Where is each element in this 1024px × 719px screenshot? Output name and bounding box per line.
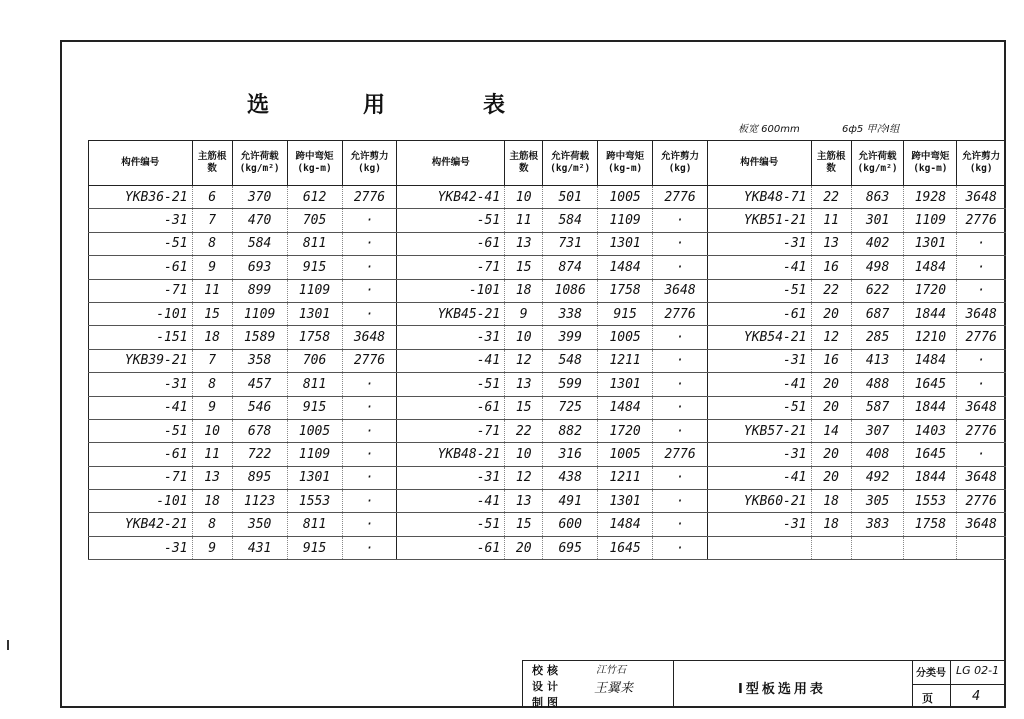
allowable-shear: 3648	[653, 279, 708, 302]
component-code: -31	[89, 373, 193, 396]
bar-count: 9	[192, 536, 232, 559]
bar-count: 9	[192, 396, 232, 419]
table-row	[89, 302, 1006, 325]
component-code: -31	[397, 326, 505, 349]
allowable-load: 307	[851, 419, 904, 442]
component-code: -51	[397, 513, 505, 536]
allowable-shear: ·	[342, 419, 397, 442]
midspan-moment	[904, 536, 957, 559]
allowable-shear: ·	[653, 419, 708, 442]
component-code: -31	[707, 443, 811, 466]
allowable-shear: 3648	[957, 466, 1006, 489]
allowable-shear: ·	[653, 256, 708, 279]
component-code: YKB51-21	[707, 209, 811, 232]
bar-count: 7	[192, 349, 232, 372]
allowable-load: 383	[851, 513, 904, 536]
bar-count: 12	[505, 349, 543, 372]
component-code: YKB39-21	[89, 349, 193, 372]
allowable-shear: ·	[957, 232, 1006, 255]
allowable-shear: ·	[342, 256, 397, 279]
header-bars: 主筋根数	[192, 141, 232, 186]
set-label: 分类号	[916, 668, 946, 679]
bar-count: 18	[192, 490, 232, 513]
allowable-load: 413	[851, 349, 904, 372]
allowable-load: 1123	[232, 490, 287, 513]
midspan-moment: 1301	[904, 232, 957, 255]
allowable-shear: ·	[653, 396, 708, 419]
component-code: -101	[89, 490, 193, 513]
bar-count: 8	[192, 232, 232, 255]
component-code: -71	[397, 419, 505, 442]
plate-width-note: 板宽 600mm	[738, 124, 800, 135]
midspan-moment: 1484	[904, 349, 957, 372]
bar-count: 22	[811, 279, 851, 302]
component-code: -61	[707, 302, 811, 325]
allowable-load: 693	[232, 256, 287, 279]
midspan-moment: 1109	[287, 279, 342, 302]
allowable-load: 470	[232, 209, 287, 232]
bar-count: 18	[811, 513, 851, 536]
component-code: -71	[89, 466, 193, 489]
midspan-moment: 1211	[598, 466, 653, 489]
drawing-title: Ⅰ型板选用表	[738, 682, 826, 697]
component-code: YKB48-71	[707, 186, 811, 209]
table-row	[89, 232, 1006, 255]
bar-count: 20	[505, 536, 543, 559]
title-char-2: 用	[363, 92, 386, 118]
allowable-shear: 3648	[957, 396, 1006, 419]
allowable-shear: 3648	[957, 513, 1006, 536]
allowable-load: 457	[232, 373, 287, 396]
component-code: -101	[89, 302, 193, 325]
allowable-load: 882	[543, 419, 598, 442]
header-shear: 允许剪力 (kg)	[653, 141, 708, 186]
component-code: -51	[89, 419, 193, 442]
allowable-shear: ·	[342, 396, 397, 419]
allowable-load: 725	[543, 396, 598, 419]
allowable-load: 587	[851, 396, 904, 419]
midspan-moment: 1484	[598, 513, 653, 536]
midspan-moment: 1484	[904, 256, 957, 279]
allowable-load: 599	[543, 373, 598, 396]
component-code: -41	[707, 256, 811, 279]
allowable-shear: ·	[653, 490, 708, 513]
allowable-shear: 2776	[957, 326, 1006, 349]
allowable-shear: 2776	[342, 349, 397, 372]
allowable-shear: ·	[342, 443, 397, 466]
allowable-load: 687	[851, 302, 904, 325]
component-code: -41	[89, 396, 193, 419]
allowable-load: 874	[543, 256, 598, 279]
midspan-moment: 1301	[598, 490, 653, 513]
allowable-load: 350	[232, 513, 287, 536]
allowable-shear: ·	[653, 209, 708, 232]
allowable-load: 285	[851, 326, 904, 349]
bar-count: 20	[811, 302, 851, 325]
component-code: YKB36-21	[89, 186, 193, 209]
title-block-divider	[950, 660, 951, 708]
midspan-moment: 811	[287, 373, 342, 396]
allowable-load: 305	[851, 490, 904, 513]
midspan-moment: 1005	[598, 326, 653, 349]
component-code: -71	[89, 279, 193, 302]
allowable-load: 863	[851, 186, 904, 209]
bar-count: 20	[811, 443, 851, 466]
component-code: -41	[397, 349, 505, 372]
title-char-1: 选	[247, 92, 270, 118]
component-code: -41	[397, 490, 505, 513]
table-row	[89, 373, 1006, 396]
allowable-load: 408	[851, 443, 904, 466]
midspan-moment: 1109	[598, 209, 653, 232]
allowable-load: 498	[851, 256, 904, 279]
bar-count: 11	[192, 443, 232, 466]
midspan-moment: 612	[287, 186, 342, 209]
component-code: -51	[707, 396, 811, 419]
bar-count: 18	[192, 326, 232, 349]
allowable-shear: ·	[342, 373, 397, 396]
header-code: 构件编号	[397, 141, 505, 186]
check-signature: 江竹石	[596, 665, 626, 676]
component-code: YKB57-21	[707, 419, 811, 442]
midspan-moment: 1484	[598, 256, 653, 279]
allowable-load: 338	[543, 302, 598, 325]
midspan-moment: 1553	[287, 490, 342, 513]
midspan-moment: 1301	[287, 466, 342, 489]
bar-count: 10	[505, 186, 543, 209]
allowable-shear: ·	[342, 302, 397, 325]
component-code: -51	[89, 232, 193, 255]
bar-count: 9	[505, 302, 543, 325]
bar-count: 9	[192, 256, 232, 279]
component-code: -31	[707, 232, 811, 255]
header-load: 允许荷载 (kg/m²)	[851, 141, 904, 186]
header-bars: 主筋根数	[811, 141, 851, 186]
bar-count: 12	[811, 326, 851, 349]
component-code	[707, 536, 811, 559]
allowable-load: 316	[543, 443, 598, 466]
bar-count: 20	[811, 396, 851, 419]
allowable-load: 301	[851, 209, 904, 232]
allowable-load: 1086	[543, 279, 598, 302]
allowable-shear: ·	[342, 513, 397, 536]
midspan-moment: 1645	[598, 536, 653, 559]
midspan-moment: 1758	[904, 513, 957, 536]
allowable-load: 491	[543, 490, 598, 513]
component-code: YKB54-21	[707, 326, 811, 349]
bar-count: 18	[811, 490, 851, 513]
design-label: 设计	[532, 680, 562, 693]
midspan-moment: 915	[598, 302, 653, 325]
bar-count: 13	[192, 466, 232, 489]
allowable-shear: 2776	[653, 186, 708, 209]
midspan-moment: 1928	[904, 186, 957, 209]
component-code: YKB42-21	[89, 513, 193, 536]
component-code: -51	[397, 373, 505, 396]
table-row	[89, 419, 1006, 442]
midspan-moment: 1005	[287, 419, 342, 442]
bar-count	[811, 536, 851, 559]
bar-count: 13	[505, 373, 543, 396]
component-code: -41	[707, 466, 811, 489]
allowable-shear: ·	[957, 256, 1006, 279]
allowable-load: 501	[543, 186, 598, 209]
allowable-load: 731	[543, 232, 598, 255]
bar-count: 6	[192, 186, 232, 209]
allowable-shear: 2776	[653, 443, 708, 466]
allowable-load: 402	[851, 232, 904, 255]
midspan-moment: 1301	[287, 302, 342, 325]
component-code: YKB45-21	[397, 302, 505, 325]
allowable-shear: ·	[653, 232, 708, 255]
component-code: YKB42-41	[397, 186, 505, 209]
bar-count: 22	[505, 419, 543, 442]
title-char-3: 表	[483, 92, 506, 118]
component-code: -71	[397, 256, 505, 279]
allowable-shear: 3648	[957, 302, 1006, 325]
allowable-shear: 2776	[957, 490, 1006, 513]
midspan-moment: 1211	[598, 349, 653, 372]
midspan-moment: 915	[287, 256, 342, 279]
allowable-load: 358	[232, 349, 287, 372]
allowable-load	[851, 536, 904, 559]
allowable-shear: ·	[342, 209, 397, 232]
allowable-shear: ·	[342, 279, 397, 302]
allowable-load: 899	[232, 279, 287, 302]
table-row	[89, 396, 1006, 419]
allowable-shear: ·	[957, 349, 1006, 372]
allowable-shear: ·	[342, 466, 397, 489]
midspan-moment: 1720	[904, 279, 957, 302]
component-code: YKB60-21	[707, 490, 811, 513]
header-moment: 跨中弯矩 (kg-m)	[598, 141, 653, 186]
table-row	[89, 186, 1006, 209]
allowable-shear: ·	[653, 536, 708, 559]
table-row	[89, 209, 1006, 232]
component-code: -31	[397, 466, 505, 489]
bar-count: 15	[505, 256, 543, 279]
allowable-shear: ·	[653, 349, 708, 372]
allowable-shear: ·	[957, 443, 1006, 466]
midspan-moment: 915	[287, 396, 342, 419]
component-code: -31	[707, 349, 811, 372]
bar-count: 10	[505, 326, 543, 349]
midspan-moment: 811	[287, 232, 342, 255]
table-row	[89, 279, 1006, 302]
bar-count: 13	[505, 232, 543, 255]
page-label: 页	[922, 692, 933, 705]
midspan-moment: 1844	[904, 396, 957, 419]
allowable-shear: 2776	[653, 302, 708, 325]
allowable-shear: ·	[653, 513, 708, 536]
component-code: -61	[397, 536, 505, 559]
allowable-load: 600	[543, 513, 598, 536]
component-code: -101	[397, 279, 505, 302]
bar-count: 11	[811, 209, 851, 232]
allowable-shear: 3648	[342, 326, 397, 349]
bar-count: 14	[811, 419, 851, 442]
table-row	[89, 513, 1006, 536]
design-signature: 王翼来	[594, 681, 634, 696]
allowable-load: 895	[232, 466, 287, 489]
midspan-moment: 1109	[904, 209, 957, 232]
bar-count: 8	[192, 513, 232, 536]
allowable-shear: ·	[653, 326, 708, 349]
header-bars: 主筋根数	[505, 141, 543, 186]
allowable-load: 622	[851, 279, 904, 302]
midspan-moment: 706	[287, 349, 342, 372]
allowable-load: 1109	[232, 302, 287, 325]
header-shear: 允许剪力 (kg)	[957, 141, 1006, 186]
bar-count: 16	[811, 256, 851, 279]
page-value: 4	[972, 689, 981, 704]
table-row	[89, 326, 1006, 349]
bar-count: 7	[192, 209, 232, 232]
allowable-shear: ·	[957, 373, 1006, 396]
component-code: -61	[397, 232, 505, 255]
midspan-moment: 1301	[598, 232, 653, 255]
set-value: LG 02-1	[956, 664, 1000, 677]
component-code: -31	[707, 513, 811, 536]
component-code: -31	[89, 209, 193, 232]
allowable-load: 1589	[232, 326, 287, 349]
bar-count: 20	[811, 373, 851, 396]
component-code: YKB48-21	[397, 443, 505, 466]
component-code: -61	[397, 396, 505, 419]
allowable-load: 399	[543, 326, 598, 349]
component-code: -51	[707, 279, 811, 302]
midspan-moment: 1403	[904, 419, 957, 442]
allowable-load: 370	[232, 186, 287, 209]
allowable-shear: ·	[342, 536, 397, 559]
bar-count: 15	[505, 396, 543, 419]
midspan-moment: 1484	[598, 396, 653, 419]
allowable-load: 488	[851, 373, 904, 396]
allowable-load: 584	[543, 209, 598, 232]
allowable-load: 678	[232, 419, 287, 442]
table-row	[89, 536, 1006, 559]
table-row	[89, 443, 1006, 466]
component-code: -31	[89, 536, 193, 559]
bar-count: 16	[811, 349, 851, 372]
draw-label: 制图	[532, 696, 562, 709]
check-label: 校核	[532, 664, 562, 677]
component-code: -61	[89, 443, 193, 466]
midspan-moment: 1109	[287, 443, 342, 466]
component-code: -41	[707, 373, 811, 396]
allowable-shear: 3648	[957, 186, 1006, 209]
table-row	[89, 256, 1006, 279]
header-load: 允许荷载 (kg/m²)	[232, 141, 287, 186]
allowable-shear: ·	[957, 279, 1006, 302]
bar-count: 11	[505, 209, 543, 232]
header-moment: 跨中弯矩 (kg-m)	[287, 141, 342, 186]
midspan-moment: 1758	[598, 279, 653, 302]
component-code: -51	[397, 209, 505, 232]
midspan-moment: 705	[287, 209, 342, 232]
allowable-load: 546	[232, 396, 287, 419]
header-moment: 跨中弯矩 (kg-m)	[904, 141, 957, 186]
title-block-divider	[912, 684, 1006, 685]
midspan-moment: 1210	[904, 326, 957, 349]
midspan-moment: 1758	[287, 326, 342, 349]
bar-count: 15	[505, 513, 543, 536]
bar-count: 18	[505, 279, 543, 302]
allowable-shear: ·	[653, 466, 708, 489]
midspan-moment: 1301	[598, 373, 653, 396]
margin-mark	[7, 640, 9, 650]
allowable-load: 695	[543, 536, 598, 559]
bar-count: 20	[811, 466, 851, 489]
steel-group-note: 6ф5 甲冷Ⅰ组	[842, 124, 900, 135]
header-load: 允许荷载 (kg/m²)	[543, 141, 598, 186]
allowable-shear: ·	[653, 373, 708, 396]
midspan-moment: 915	[287, 536, 342, 559]
selection-table	[88, 140, 1006, 560]
midspan-moment: 1720	[598, 419, 653, 442]
bar-count: 12	[505, 466, 543, 489]
bar-count: 10	[505, 443, 543, 466]
table-row	[89, 490, 1006, 513]
bar-count: 11	[192, 279, 232, 302]
component-code: -61	[89, 256, 193, 279]
bar-count: 13	[811, 232, 851, 255]
midspan-moment: 1645	[904, 373, 957, 396]
header-shear: 允许剪力 (kg)	[342, 141, 397, 186]
header-row	[89, 141, 1006, 186]
allowable-load: 722	[232, 443, 287, 466]
allowable-shear	[957, 536, 1006, 559]
header-code: 构件编号	[89, 141, 193, 186]
midspan-moment: 1844	[904, 466, 957, 489]
bar-count: 15	[192, 302, 232, 325]
bar-count: 22	[811, 186, 851, 209]
allowable-shear: 2776	[957, 209, 1006, 232]
allowable-load: 548	[543, 349, 598, 372]
allowable-shear: 2776	[957, 419, 1006, 442]
header-code: 构件编号	[707, 141, 811, 186]
midspan-moment: 1645	[904, 443, 957, 466]
allowable-load: 431	[232, 536, 287, 559]
bar-count: 10	[192, 419, 232, 442]
allowable-load: 492	[851, 466, 904, 489]
component-code: -151	[89, 326, 193, 349]
allowable-load: 584	[232, 232, 287, 255]
midspan-moment: 1844	[904, 302, 957, 325]
bar-count: 13	[505, 490, 543, 513]
allowable-shear: ·	[342, 490, 397, 513]
bar-count: 8	[192, 373, 232, 396]
allowable-load: 438	[543, 466, 598, 489]
allowable-shear: ·	[342, 232, 397, 255]
allowable-shear: 2776	[342, 186, 397, 209]
midspan-moment: 1005	[598, 443, 653, 466]
table-row	[89, 466, 1006, 489]
midspan-moment: 1005	[598, 186, 653, 209]
midspan-moment: 1553	[904, 490, 957, 513]
table-row	[89, 349, 1006, 372]
midspan-moment: 811	[287, 513, 342, 536]
